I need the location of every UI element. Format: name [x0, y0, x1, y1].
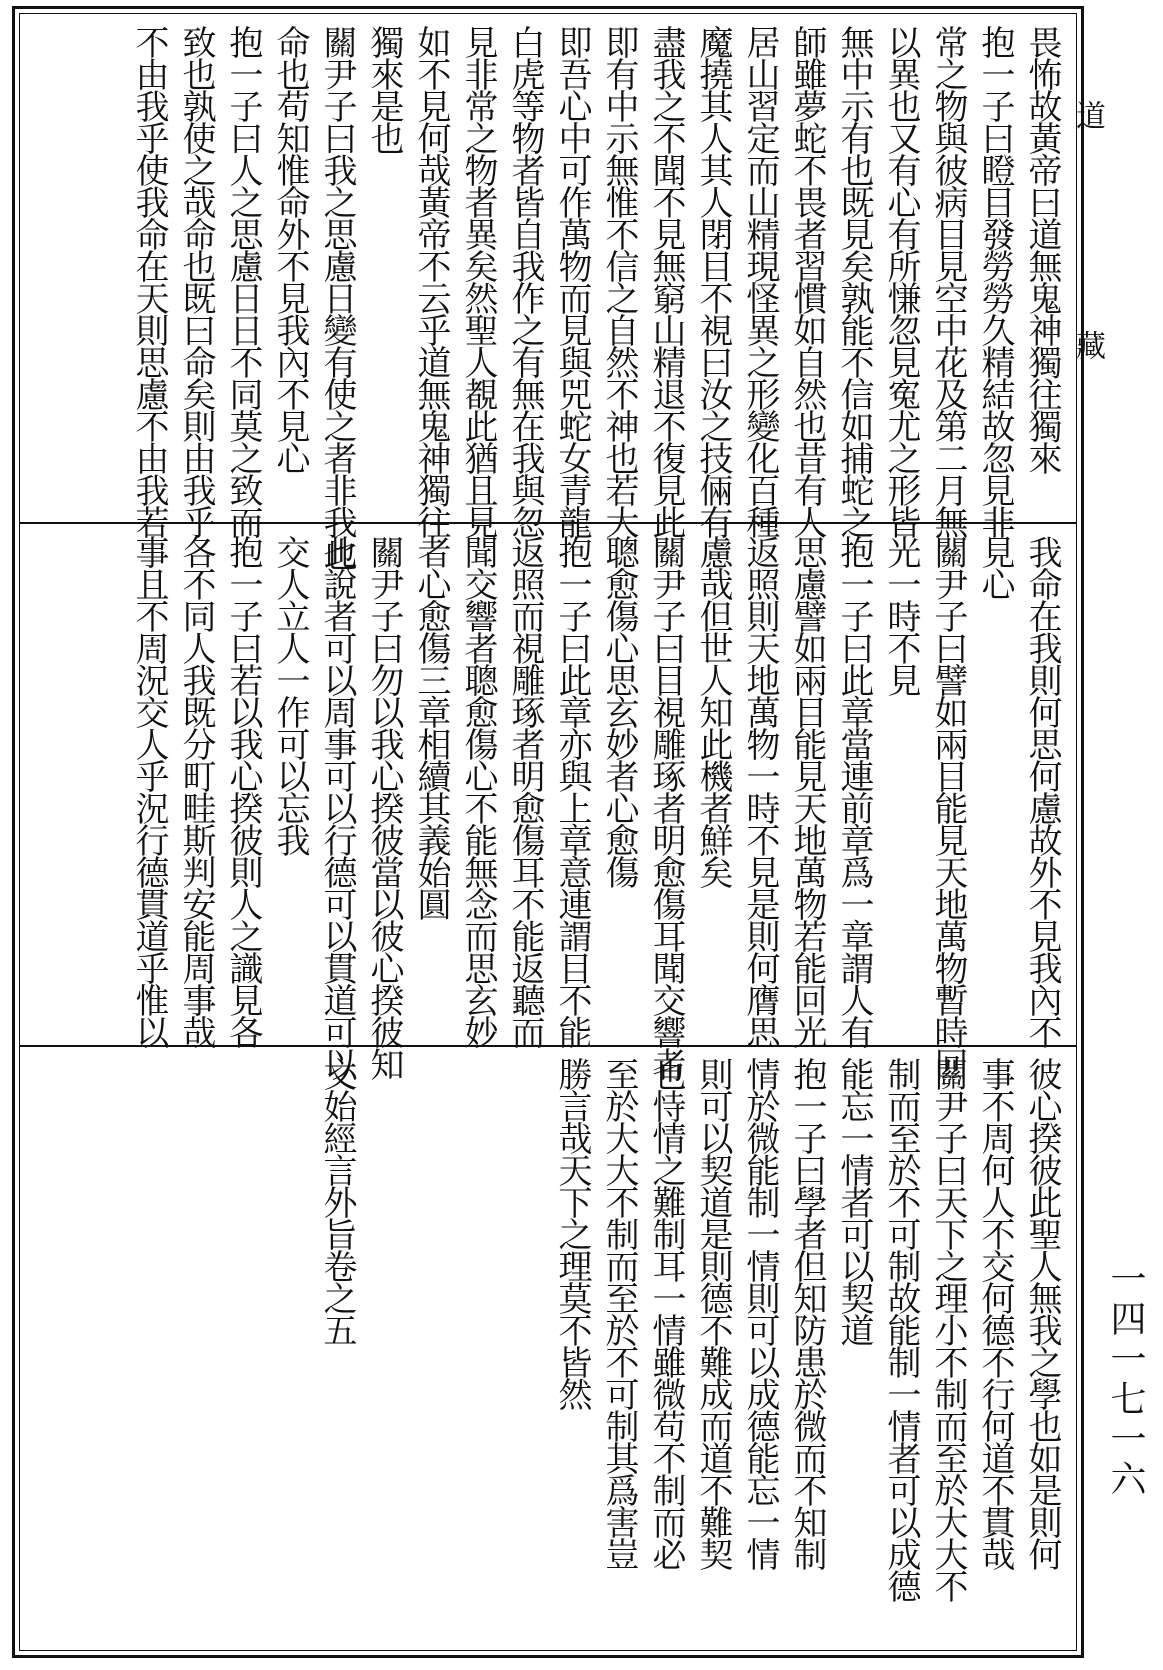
- text-column: 者心愈傷三章相續其義始圓: [411, 535, 451, 919]
- text-band-top: [23, 19, 1073, 569]
- text-column: 返照而視雕琢者明愈傷耳不能返聽而: [505, 535, 545, 1047]
- text-column: 即吾心中可作萬物而見與兕蛇女青龍: [552, 25, 592, 537]
- text-column: 情於微能制一情則可以成德能忘一情: [740, 1057, 780, 1569]
- text-column: 抱一子曰此章亦與上章意連謂目不能: [552, 535, 592, 1047]
- text-column: 畏怖故黃帝曰道無鬼神獨往獨來: [1022, 25, 1062, 473]
- text-column: 魔撓其人其人閉目不視曰汝之技倆有: [693, 25, 733, 537]
- text-column: 關尹子曰勿以我心揆彼當以彼心揆彼知: [364, 535, 404, 1079]
- text-column: 彼心揆彼此聖人無我之學也如是則何: [1022, 1057, 1062, 1569]
- text-column: 見非常之物者異矣然聖人覩此猶且見: [458, 25, 498, 537]
- text-column: 師雖夢蛇不畏者習慣如自然也昔有人: [787, 25, 827, 537]
- text-column: 無中示有也既見矣孰能不信如捕蛇之: [834, 25, 874, 537]
- text-column: 抱一子曰若以我心揆彼則人之識見各: [223, 535, 263, 1047]
- text-column: 不由我乎使我命在天則思慮不由我若: [129, 25, 169, 537]
- text-column: 慮哉但世人知此機者鮮矣: [693, 535, 733, 887]
- text-column: 聰愈傷心思玄妙者心愈傷: [599, 535, 639, 887]
- text-column: 關尹子曰我之思慮日變有使之者非我也: [317, 25, 357, 569]
- text-column: 抱一子曰人之思慮日日不同莫之致而: [223, 25, 263, 537]
- text-column: 見心: [975, 535, 1015, 599]
- text-column: 獨來是也: [364, 25, 404, 153]
- text-column: 聞交響者聰愈傷心不能無念而思玄妙: [458, 535, 498, 1047]
- page-frame: [12, 6, 1084, 1658]
- text-column: 抱一子曰學者但知防患於微而不知制: [787, 1057, 827, 1569]
- text-column: 思慮譬如兩目能見天地萬物若能回光: [787, 535, 827, 1047]
- text-column: 命也苟知惟命外不見我內不見心: [270, 25, 310, 473]
- text-column: 常之物與彼病目見空中花及第二月無: [928, 25, 968, 537]
- text-column: 即有中示無惟不信之自然不神也若大: [599, 25, 639, 537]
- text-column: 各不同人我既分町畦斯判安能周事哉: [176, 535, 216, 1047]
- text-column: 則可以契道是則德不難成而道不難契: [693, 1057, 733, 1569]
- text-column: 抱一子曰此章當連前章爲一章謂人有: [834, 535, 874, 1047]
- text-band-bottom: [23, 1051, 1073, 1651]
- text-column: 勝言哉天下之理莫不皆然: [552, 1057, 592, 1409]
- text-column: 至於大大不制而至於不可制其爲害豈: [599, 1057, 639, 1569]
- text-column: 白虎等物者皆自我作之有無在我與忽: [505, 25, 545, 537]
- text-column: 居山習定而山精現怪異之形變化百種: [740, 25, 780, 537]
- text-column: 我命在我則何思何慮故外不見我內不: [1022, 535, 1062, 1047]
- margin-title-char-1: 道: [1070, 100, 1105, 130]
- page-number: 一四一七一六: [1105, 1260, 1146, 1500]
- text-column: 關尹子曰天下之理小不制而至於大大不: [928, 1057, 968, 1601]
- text-column: 事不周何人不交何德不行何道不貫哉: [975, 1057, 1015, 1569]
- text-column: 以異也又有心有所慊忽見寃尤之形皆: [881, 25, 921, 537]
- text-column: 如不見何哉黃帝不云乎道無鬼神獨往: [411, 25, 451, 537]
- text-column: 此說者可以周事可以行德可以貫道可以: [317, 535, 357, 1079]
- text-column: 抱一子曰瞪目發勞勞久精結故忽見非: [975, 25, 1015, 537]
- text-column: 能忘一情者可以契道: [834, 1057, 874, 1345]
- margin-title-char-2: 藏: [1070, 330, 1105, 360]
- text-column: 關尹子曰目視雕琢者明愈傷耳聞交響者: [646, 535, 686, 1079]
- text-column: 制而至於不可制故能制一情者可以成德: [881, 1057, 921, 1601]
- text-column: 交人立人一作可以忘我: [270, 535, 310, 855]
- text-column: 致也孰使之哉命也既曰命矣則由我乎: [176, 25, 216, 537]
- text-column: 也恃情之難制耳一情雖微苟不制而必: [646, 1057, 686, 1569]
- text-column: 關尹子曰譬如兩目能見天地萬物暫時回: [928, 535, 968, 1079]
- text-band-middle: [23, 529, 1073, 1079]
- text-column: 事且不周況交人乎況行德貫道乎惟以: [129, 535, 169, 1047]
- text-column: 光一時不見: [881, 535, 921, 695]
- text-column: 盡我之不聞不見無窮山精退不復見此: [646, 25, 686, 537]
- text-column: 返照則天地萬物一時不見是則何膺思: [740, 535, 780, 1047]
- text-column: 文始經言外旨卷之五: [317, 1057, 357, 1345]
